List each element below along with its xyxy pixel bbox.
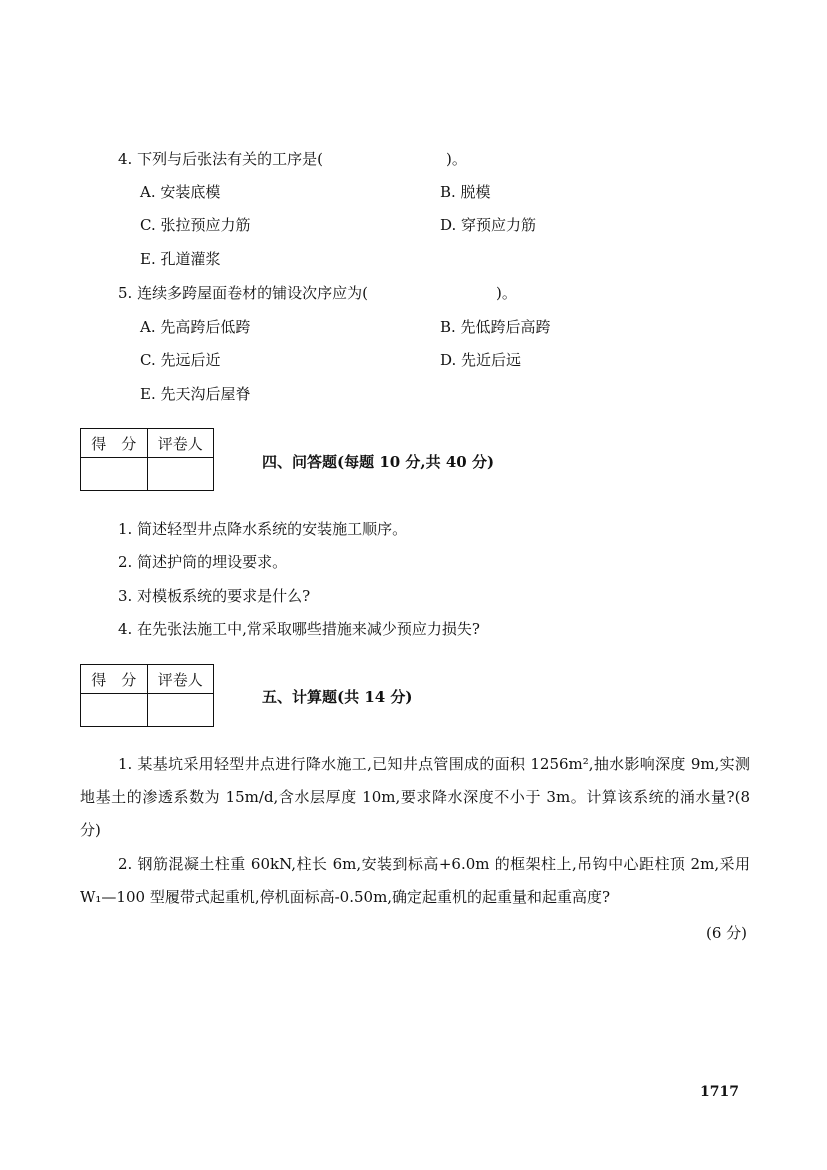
section5-problem-2: 2. 钢筋混凝土柱重 60kN,柱长 6m,安装到标高+6.0m 的框架柱上,吊钩中心距柱顶 2m,采用 W₁—100 型履带式起重机,停机面标高-0.50m,确定起重机的起重量和起重高度? <box>80 855 750 906</box>
q5-stem: 5. 连续多跨屋面卷材的铺设次序应为( <box>118 284 368 302</box>
grader-header: 评卷人 <box>147 665 213 694</box>
section4-item-4: 4. 在先张法施工中,常采取哪些措施来减少预应力损失? <box>118 620 480 638</box>
section5-title: 五、计算题(共 14 分) <box>262 688 413 706</box>
section5-problem-1: 1. 某基坑采用轻型井点进行降水施工,已知井点管围成的面积 1256m²,抽水影响深度 9m,实测地基土的渗透系数为 15m/d,含水层厚度 10m,要求降水深度不小于 3m。计算该系统的涌水量?(8 分) <box>80 755 750 839</box>
score-table-section4 <box>80 428 214 491</box>
section4-item-3: 3. 对模板系统的要求是什么? <box>118 587 311 605</box>
q5-option-d: D. 先近后远 <box>440 351 522 369</box>
q5-close: )。 <box>496 284 517 302</box>
score-cell[interactable] <box>81 458 148 491</box>
score-table-section5 <box>80 664 214 727</box>
q4-option-b: B. 脱模 <box>440 183 491 201</box>
q4-stem: 4. 下列与后张法有关的工序是( <box>118 150 323 168</box>
q5-option-e: E. 先天沟后屋脊 <box>140 385 251 403</box>
q4-option-a: A. 安装底模 <box>140 183 221 201</box>
q4-close: )。 <box>446 150 467 168</box>
q4-option-d: D. 穿预应力筋 <box>440 216 537 234</box>
grader-cell[interactable] <box>147 694 213 727</box>
q5-option-b: B. 先低跨后高跨 <box>440 318 551 336</box>
q5-option-a: A. 先高跨后低跨 <box>140 318 251 336</box>
page-number: 1717 <box>700 1084 739 1100</box>
q4-option-e: E. 孔道灌浆 <box>140 250 221 268</box>
score-header: 得 分 <box>81 665 148 694</box>
grader-cell[interactable] <box>147 458 213 491</box>
section4-item-1: 1. 简述轻型井点降水系统的安装施工顺序。 <box>118 520 408 538</box>
q5-option-c: C. 先远后近 <box>140 351 221 369</box>
q4-option-c: C. 张拉预应力筋 <box>140 216 251 234</box>
section4-title: 四、问答题(每题 10 分,共 40 分) <box>262 453 495 471</box>
section5-problem-2-score: (6 分) <box>705 924 747 942</box>
grader-header: 评卷人 <box>147 429 213 458</box>
score-cell[interactable] <box>81 694 148 727</box>
section4-item-2: 2. 简述护筒的埋设要求。 <box>118 553 288 571</box>
score-header: 得 分 <box>81 429 148 458</box>
